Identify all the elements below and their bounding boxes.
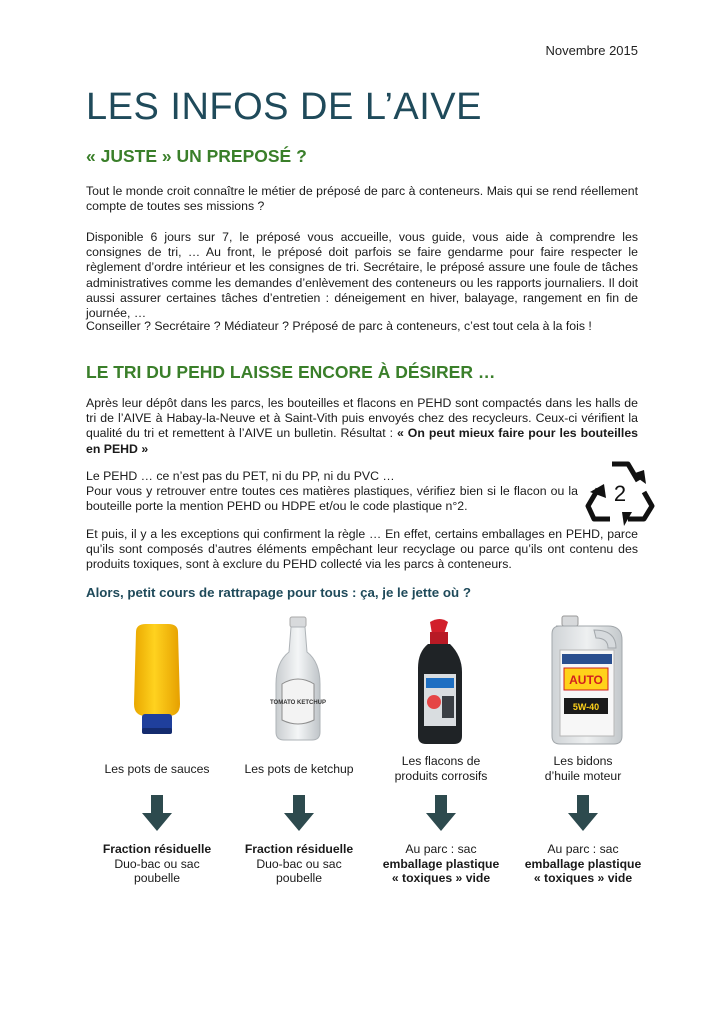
ketchup-label-text: TOMATO KETCHUP (269, 700, 327, 706)
paragraph-pehd-identify (86, 469, 578, 515)
disposal-container: « toxiques » vide (391, 871, 491, 885)
product-label-line: Les bidons (553, 754, 613, 768)
down-arrow-icon (142, 795, 172, 831)
disposal-fraction: Fraction résiduelle (244, 842, 354, 856)
product-label-line: Les pots de ketchup (244, 762, 354, 776)
recycle-code-number: 2 (613, 481, 627, 506)
product-label-line: produits corrosifs (394, 769, 488, 783)
ketchup-bottle-image (228, 612, 370, 747)
down-arrow-icon (426, 795, 456, 831)
paragraph-pehd-line1: Le PEHD … ce n’est pas du PET, ni du PP, ni du PVC … (86, 469, 395, 483)
oil-grade-text: 5W-40 (572, 702, 600, 712)
disposal-line: Au parc : sac (405, 842, 477, 856)
corrosive-bottle-image (370, 612, 512, 747)
section-title-prepose: « JUSTE » UN PREPOSÉ ? (86, 146, 307, 166)
disposal-container: emballage plastique (524, 856, 642, 871)
main-title: LES INFOS DE L’AIVE (86, 86, 482, 128)
disposal-instruction (86, 842, 228, 886)
disposal-line: Au parc : sac (547, 842, 619, 856)
section-title-pehd: LE TRI DU PEHD LAISSE ENCORE À DÉSIRER … (86, 362, 496, 382)
disposal-container: emballage plastique (382, 856, 500, 871)
product-label (512, 754, 654, 784)
product-label (228, 762, 370, 777)
recycle-code-2-icon (584, 456, 656, 526)
disposal-container: « toxiques » vide (533, 871, 633, 885)
product-label-line: Les pots de sauces (104, 762, 210, 776)
disposal-instruction (370, 842, 512, 886)
paragraph-intro: Tout le monde croit connaître le métier de préposé de parc à conteneurs. Mais qui se rend réellement compte de toutes ses missions ? (86, 184, 638, 214)
paragraph-exceptions: Et puis, il y a les exceptions qui confirment la règle … En effet, certains emballages en PEHD, parce qu’ils sont composés d’autres éléments empêchant leur recyclage ou parce qu’ils ont contenu des produits toxiques, sont à exclure du PEHD collecté via les parcs à conteneurs. (86, 527, 638, 572)
product-label (86, 762, 228, 777)
product-label-line: d’huile moteur (544, 769, 622, 783)
paragraph-pehd-quote: « On peut mieux faire pour les bouteilles en PEHD » (86, 426, 638, 456)
document-date: Novembre 2015 (545, 43, 638, 58)
oil-brand-text: AUTO (569, 673, 603, 687)
paragraph-conclusion: Conseiller ? Secrétaire ? Médiateur ? Préposé de parc à conteneurs, c’est tout cela à la fois ! (86, 319, 592, 333)
down-arrow-icon (568, 795, 598, 831)
product-label (370, 754, 512, 784)
down-arrow-icon (284, 795, 314, 831)
subheading-sorting-course: Alors, petit cours de rattrapage pour tous : ça, je le jette où ? (86, 585, 471, 600)
disposal-line: Duo-bac ou sac (256, 856, 342, 871)
paragraph-pehd-sorting (86, 396, 638, 457)
disposal-instruction (512, 842, 654, 886)
disposal-instruction (228, 842, 370, 886)
paragraph-pehd-line2: Pour vous y retrouver entre toutes ces matières plastiques, vérifiez bien si le flacon ou la bouteille porte la mention PEHD ou HDPE et/ou le code plastique n°2. (86, 484, 578, 514)
disposal-line: poubelle (275, 871, 323, 885)
motor-oil-jerrycan-image (512, 612, 654, 747)
disposal-line: poubelle (133, 871, 181, 885)
disposal-fraction: Fraction résiduelle (102, 842, 212, 856)
sauce-bottle-image (86, 612, 228, 747)
disposal-line: Duo-bac ou sac (114, 856, 200, 871)
product-label-line: Les flacons de (401, 754, 481, 768)
paragraph-pehd-text: Après leur dépôt dans les parcs, les bouteilles et flacons en PEHD sont compactés dans les halls de tri de l’AIVE à Habay-la-Neuve et à Saint-Vith puis envoyés chez des recycleurs. Ceux-ci vérifient la qualité du tri et remettent à l’AIVE un bulletin. Résultat : (86, 396, 638, 441)
paragraph-missions: Disponible 6 jours sur 7, le préposé vous accueille, vous guide, vous aide à comprendre les consignes de tri, … Au front, le préposé doit parfois se faire gendarme pour faire respecter le règlement d’ordre intérieur et les consignes de tri. Secrétaire, le préposé assure une foule de tâches administratives comme les demandes d’enlèvement des conteneurs ou les rapports journaliers. Il doit aussi assurer certaines tâches d’entretien : déneigement en hiver, balayage, rangement en fin de journée, … (86, 230, 638, 321)
